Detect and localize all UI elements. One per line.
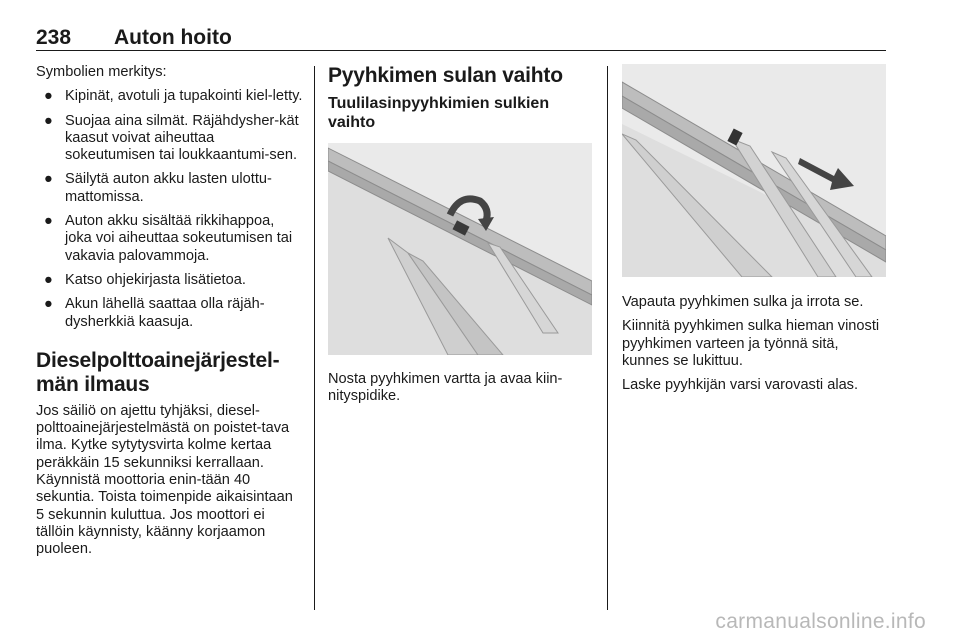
wiper-section-title: Pyyhkimen sulan vaihto <box>328 64 563 87</box>
bullet-icon: ● <box>44 296 53 313</box>
symbols-intro: Symbolien merkitys: <box>36 64 167 80</box>
bullet-icon: ● <box>44 88 53 105</box>
bullet-icon: ● <box>44 171 53 188</box>
column-1 <box>36 64 304 566</box>
list-item: ● Akun lähellä saattaa olla räjäh-dysherkkiä kaasuja. <box>44 296 265 330</box>
step-attach-blade: Kiinnitä pyyhkimen sulka hieman vinosti pyyhkimen varteen ja työnnä sitä, kunnes se lukittuu. <box>622 318 880 369</box>
list-item: ● Kipinät, avotuli ja tupakointi kiel-letty. <box>44 88 303 105</box>
list-item: ● Katso ohjekirjasta lisätietoa. <box>44 271 246 288</box>
column-2 <box>328 64 596 413</box>
wiper-subsection-title: Tuulilasinpyyhkimien sulkien vaihto <box>328 95 550 131</box>
bullet-icon: ● <box>44 271 53 288</box>
step-release-blade: Vapauta pyyhkimen sulka ja irrota se. <box>622 294 864 310</box>
list-item: ● Suojaa aina silmät. Räjähdysher-kät kaasut voivat aiheuttaa sokeutumisen tai loukkaantumi-sen. <box>44 112 299 164</box>
wiper-illustration-1 <box>328 143 592 355</box>
header-rule <box>36 50 886 51</box>
column-divider-2 <box>607 66 608 610</box>
watermark: carmanualsonline.info <box>715 610 926 633</box>
list-item: ● Auton akku sisältää rikkihappoa, joka voi aiheuttaa sokeutumisen tai vakavia palovammoja. <box>44 213 293 264</box>
list-item: ● Säilytä auton akku lasten ulottu-mattomissa. <box>44 171 272 205</box>
column-divider-1 <box>314 66 315 610</box>
column-3 <box>622 64 888 401</box>
figure-1-caption: Nosta pyyhkimen vartta ja avaa kiin-nityspidike. <box>328 371 563 405</box>
wiper-illustration-2 <box>622 64 886 277</box>
page-header <box>36 26 886 50</box>
step-lower-arm: Laske pyyhkijän varsi varovasti alas. <box>622 377 859 394</box>
bullet-icon: ● <box>44 112 53 129</box>
bullet-icon: ● <box>44 213 53 230</box>
diesel-section-text: Jos säiliö on ajettu tyhjäksi, diesel-polttoainejärjestelmästä on poistet-tava ilma. Kytke sytytysvirta kolme kertaa peräkkäin 15 sekunniksi kerrallaan. Käynnistä moottoria enin-tään 40 sekuntia. Toista toimenpide aikaisintaan 5 sekunnin kuluttua. Jos moottori ei tällöin käynnisty, käänny korjaamon puoleen. <box>36 402 293 558</box>
chapter-title: Auton hoito <box>114 26 232 49</box>
page-number: 238 <box>36 26 72 49</box>
diesel-section-title: Dieselpolttoainejärjestel-män ilmaus <box>36 348 280 396</box>
symbols-list <box>36 88 304 331</box>
